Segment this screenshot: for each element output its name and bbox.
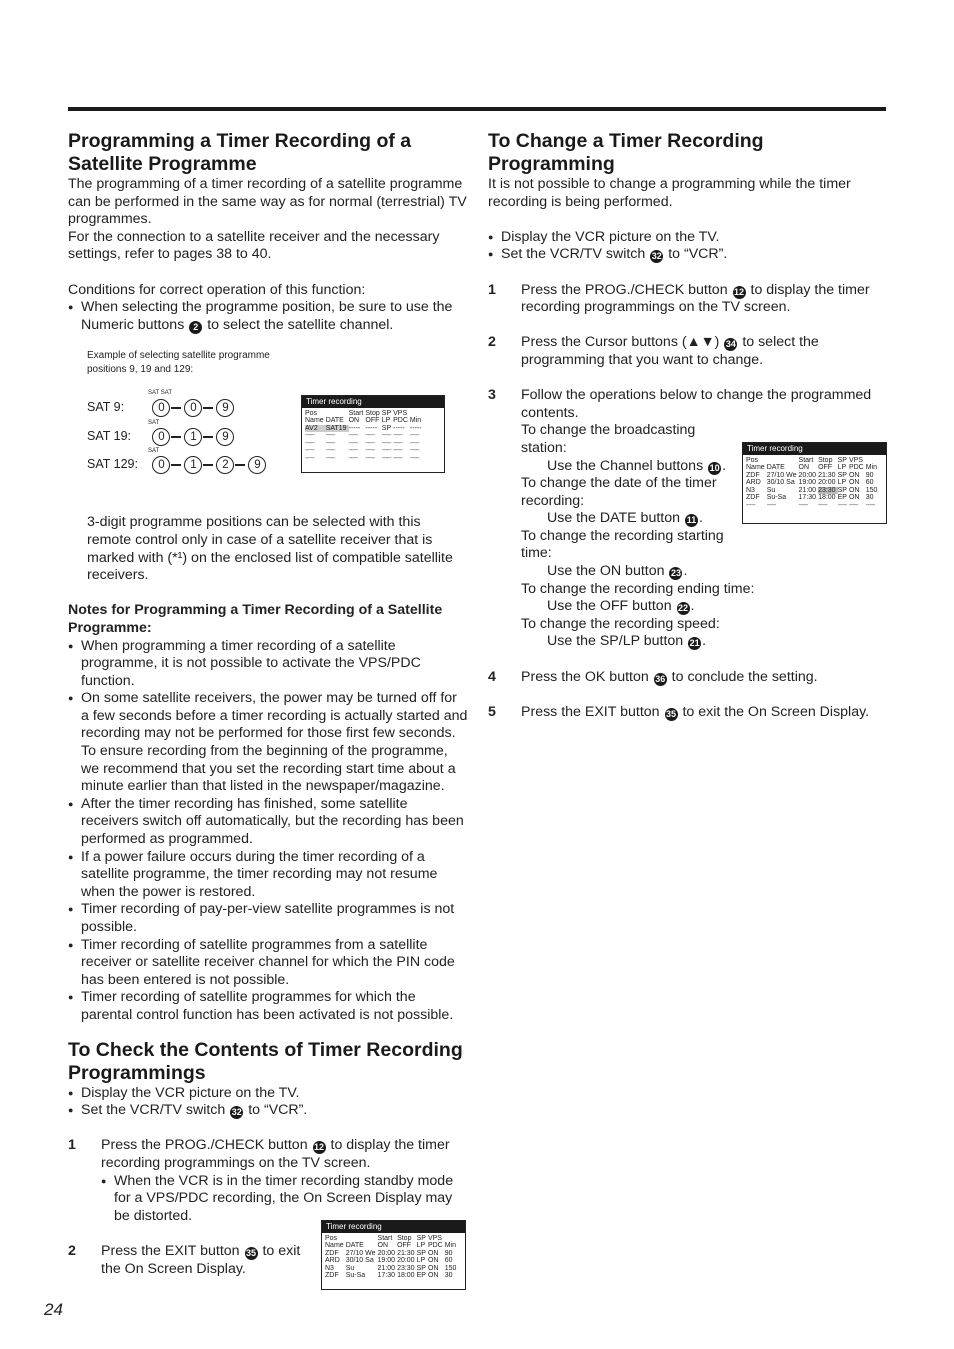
timer-osd-change: Timer recording Pos Start Stop SP VPS Name DATE ON OFF LP PDC Min ZDF 27/10 We 20:00 21:30 SP ON 90 ARD 30/10 Sa 19:00 20:00 LP ON 60 N3 Su 21:00 23:30 SP ON 150 ZDF Su-Sa 17:30 18:00 EP ON 30 ----- ----- ----- ----- ----- ----- ----- xyxy=(742,442,887,524)
check-bullet: ● Set the VCR/TV switch 32 to “VCR”. xyxy=(68,1102,468,1120)
change-step-1: 1 Press the PROG./CHECK button 12 to display the timer recording programmings on the TV screen. xyxy=(488,281,870,316)
section-title-satellite: Programming a Timer Recording of a Satellite Programme xyxy=(68,130,412,175)
button-ref-icon: 23 xyxy=(670,568,681,579)
page-number: 24 xyxy=(44,1300,63,1319)
digit-key-icon: 2 xyxy=(216,456,234,474)
notes-title: Notes for Programming a Timer Recording of a Satellite Programme: xyxy=(68,602,443,636)
check-bullet: ● Display the VCR picture on the TV. xyxy=(68,1085,468,1103)
change-step-4: 4 Press the OK button 36 to conclude the setting. xyxy=(488,668,818,685)
change-bullet: ● Display the VCR picture on the TV. xyxy=(488,229,888,247)
digit-key-icon: 0 xyxy=(152,399,170,417)
note-item: ● After the timer recording has finished, some satellite receivers switch off automatically, but the recording has been performed as programmed. xyxy=(68,796,468,849)
intro-paragraph-1: The programming of a timer recording of a satellite programme can be performed in the same way as for normal (terrestrial) TV programmes. xyxy=(68,176,467,228)
check-step-2: 2 Press the EXIT button 35 to exit the On Screen Display. xyxy=(68,1242,301,1277)
check-step-1-note: ● When the VCR is in the timer recording standby mode for a VPS/PDC recording, the On Screen Display may be distorted. xyxy=(101,1173,468,1226)
sat-example-figure xyxy=(68,334,468,514)
change-step-3: 3 Follow the operations below to change the programmed contents. To change the broadcasting station: Use the Channel buttons 10 . To change the date of the timer recording: Use the DATE button 11 . To change the recording starting time: Use the ON button 23 . To change the recording ending time: Use the OFF button 22 . To change the recording speed: Use the SP/LP button 21 . xyxy=(488,387,872,650)
digit-key-icon: 9 xyxy=(216,399,234,417)
intro-paragraph-2: For the connection to a satellite receiver and the necessary settings, refer to pages 38 to 40. xyxy=(68,228,440,263)
note-item: ● When programming a timer recording of a satellite programme, it is not possible to activate the VPS/PDC function. xyxy=(68,638,468,691)
example-caption: Example of selecting satellite programme positions 9, 19 and 129: xyxy=(87,350,270,376)
button-ref-icon: 22 xyxy=(678,603,689,614)
note-item: ● On some satellite receivers, the power may be turned off for a few seconds before a timer recording is actually started and recording may not be performed for those first few seconds. To ensure recording from the beginning of the programme, we recommend that you set the recording start time about a minute earlier than that listed in the newspaper/magazine. xyxy=(68,690,468,796)
note-item: ● If a power failure occurs during the timer recording of a satellite programme, the timer recording may not resume when the power is restored. xyxy=(68,849,468,902)
timer-osd-small: Timer recording Pos Start Stop SP VPS Name DATE ON OFF LP PDC Min AV2 SAT19 ----- ----- SP ----- ----- ----- ----- ----- ----- ----- ----- ----- ----- ----- ----- ----- ----- ----- ----- ----- ----- ----- ----- ----- ----- ----- ----- ----- ----- ----- ----- ----- ----- xyxy=(301,395,445,473)
sat-row-19: SAT 19: 0 1 9 xyxy=(87,428,248,446)
check-step-1: 1 Press the PROG./CHECK button 12 to display the timer recording programmings on the TV screen. ● When the VCR is in the timer recording standby mode for a VPS/PDC recording, the On Screen Display may be distorted. xyxy=(68,1137,468,1225)
condition-bullet: ● When selecting the programme position, be sure to use the Numeric buttons 2 to select the satellite channel. xyxy=(68,299,468,334)
button-ref-icon: 12 xyxy=(314,1142,325,1153)
sat-mark: SAT SAT xyxy=(148,390,173,397)
note-item: ● Timer recording of satellite programmes for which the parental control function has been activated is not possible. xyxy=(68,989,468,1024)
change-step-5: 5 Press the EXIT button 35 to exit the On Screen Display. xyxy=(488,703,870,720)
conditions-text: Conditions for correct operation of this function: xyxy=(68,281,366,298)
change-bullet: ● Set the VCR/TV switch 32 to “VCR”. xyxy=(488,246,888,264)
button-ref-icon: 32 xyxy=(651,251,662,262)
sat-row-9: SAT 9: 0 0 9 xyxy=(87,399,248,417)
sat-row-129: SAT 129: 0 1 2 9 xyxy=(87,456,280,474)
digit-key-icon: 9 xyxy=(216,428,234,446)
button-ref-icon: 35 xyxy=(665,708,676,719)
digit-key-icon: 9 xyxy=(248,456,266,474)
right-column xyxy=(488,130,888,721)
sat-mark: SAT xyxy=(148,448,160,455)
change-step-2: 2 Press the Cursor buttons (▲▼) 34 to select the programming that you want to change. xyxy=(488,334,819,368)
button-ref-icon: 36 xyxy=(655,673,666,684)
sat-mark: SAT xyxy=(148,420,160,427)
section-title-change: To Change a Timer Recording Programming xyxy=(488,130,764,175)
button-ref-icon: 12 xyxy=(734,286,745,297)
digit-key-icon: 1 xyxy=(184,456,202,474)
section-title-check: To Check the Contents of Timer Recording Programmings xyxy=(68,1038,463,1084)
digit-key-icon: 1 xyxy=(184,428,202,446)
button-ref-icon: 2 xyxy=(189,321,202,334)
digit-key-icon: 0 xyxy=(152,456,170,474)
digit-key-icon: 0 xyxy=(184,399,202,417)
left-column xyxy=(68,130,468,1278)
button-ref-icon: 35 xyxy=(245,1247,256,1258)
button-ref-icon: 34 xyxy=(725,339,736,350)
digit-key-icon: 0 xyxy=(152,428,170,446)
button-ref-icon: 32 xyxy=(231,1107,242,1118)
button-ref-icon: 21 xyxy=(689,638,700,649)
timer-osd-check: Timer recording Pos Start Stop SP VPS Name DATE ON OFF LP PDC Min ZDF 27/10 We 20:00 21:30 SP ON 90 ARD 30/10 Sa 19:00 20:00 LP ON 60 N3 Su 21:00 23:30 SP ON 150 ZDF Su-Sa 17:30 18:00 EP ON 30 xyxy=(321,1220,466,1290)
change-intro: It is not possible to change a programming while the timer recording is being performed. xyxy=(488,176,851,210)
top-rule xyxy=(68,107,886,111)
button-ref-icon: 11 xyxy=(686,515,697,526)
note-item: ● Timer recording of satellite programmes from a satellite receiver or satellite receiver channel for which the PIN code has been entered is not possible. xyxy=(68,937,468,990)
three-digit-note: 3-digit programme positions can be selected with this remote control only in case of a satellite receiver that is marked with (*¹) on the enclosed list of compatible satellite receivers. xyxy=(87,514,453,584)
note-item: ● Timer recording of pay-per-view satellite programmes is not possible. xyxy=(68,901,468,936)
button-ref-icon: 10 xyxy=(709,462,720,473)
